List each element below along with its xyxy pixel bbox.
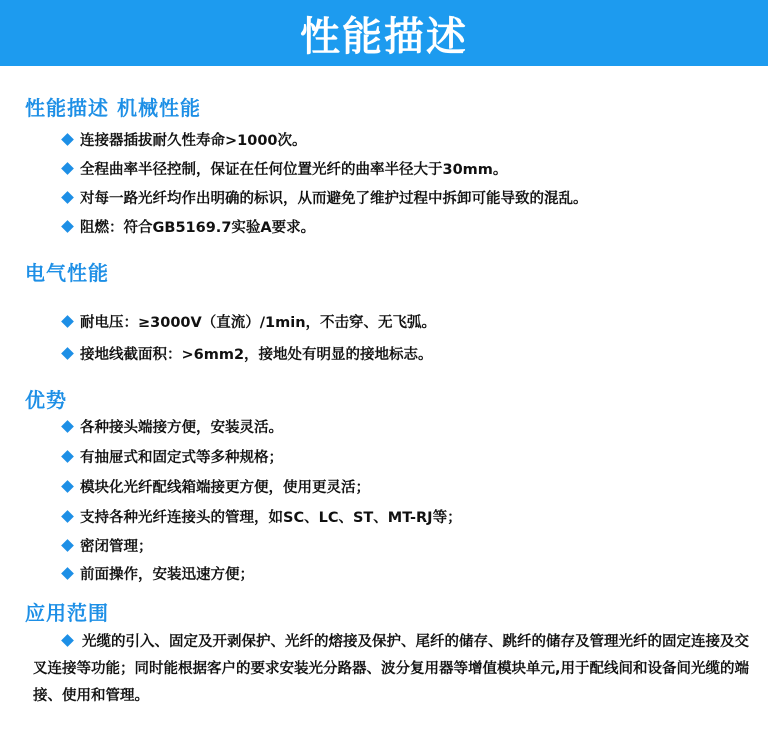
- list-item: 前面操作，安装迅速方便；: [60, 563, 254, 584]
- diamond-bullet-icon: [61, 450, 74, 463]
- list-item: 接地线截面积：>6mm2，接地处有明显的接地标志。: [60, 343, 433, 364]
- section-title-application: 应用范围: [25, 601, 109, 625]
- list-item: 支持各种光纤连接头的管理，如SC、LC、ST、MT-RJ等；: [60, 506, 462, 527]
- list-item: 对每一路光纤均作出明确的标识，从而避免了维护过程中拆卸可能导致的混乱。: [60, 187, 588, 208]
- section-title-advantages: 优势: [25, 388, 67, 412]
- diamond-bullet-icon: [61, 315, 74, 328]
- list-item: 连接器插拔耐久性寿命>1000次。: [60, 129, 307, 150]
- list-item: 全程曲率半径控制，保证在任何位置光纤的曲率半径大于30mm。: [60, 158, 507, 179]
- diamond-bullet-icon: [61, 539, 74, 552]
- application-paragraph: 光缆的引入、固定及开剥保护、光纤的熔接及保护、尾纤的储存、跳纤的储存及管理光纤的固定连接及交叉连接等功能；同时能根据客户的要求安装光分路器、波分复用器等增值模块单元,用于配线间和设备间光缆的端接、使用和管理。: [33, 634, 750, 704]
- list-item: 模块化光纤配线箱端接更方便，使用更灵活；: [60, 476, 370, 497]
- diamond-bullet-icon: [61, 480, 74, 493]
- list-item: 密闭管理；: [60, 535, 153, 556]
- section-title-mechanical: 性能描述 机械性能: [25, 96, 201, 120]
- list-item: 耐电压：≥3000V（直流）/1min，不击穿、无飞弧。: [60, 311, 436, 332]
- list-item: 有抽屉式和固定式等多种规格；: [60, 446, 283, 467]
- diamond-bullet-icon: [61, 133, 74, 146]
- diamond-bullet-icon: [61, 634, 74, 647]
- diamond-bullet-icon: [61, 220, 74, 233]
- list-item: 各种接头端接方便，安装灵活。: [60, 416, 283, 437]
- list-item: 阻燃：符合GB5169.7实验A要求。: [60, 216, 315, 237]
- diamond-bullet-icon: [61, 347, 74, 360]
- diamond-bullet-icon: [61, 420, 74, 433]
- diamond-bullet-icon: [61, 510, 74, 523]
- diamond-bullet-icon: [61, 162, 74, 175]
- header-banner: [0, 0, 768, 66]
- section-title-electrical: 电气性能: [25, 261, 109, 285]
- diamond-bullet-icon: [61, 191, 74, 204]
- page-title: 性能描述: [300, 13, 468, 60]
- diamond-bullet-icon: [61, 567, 74, 580]
